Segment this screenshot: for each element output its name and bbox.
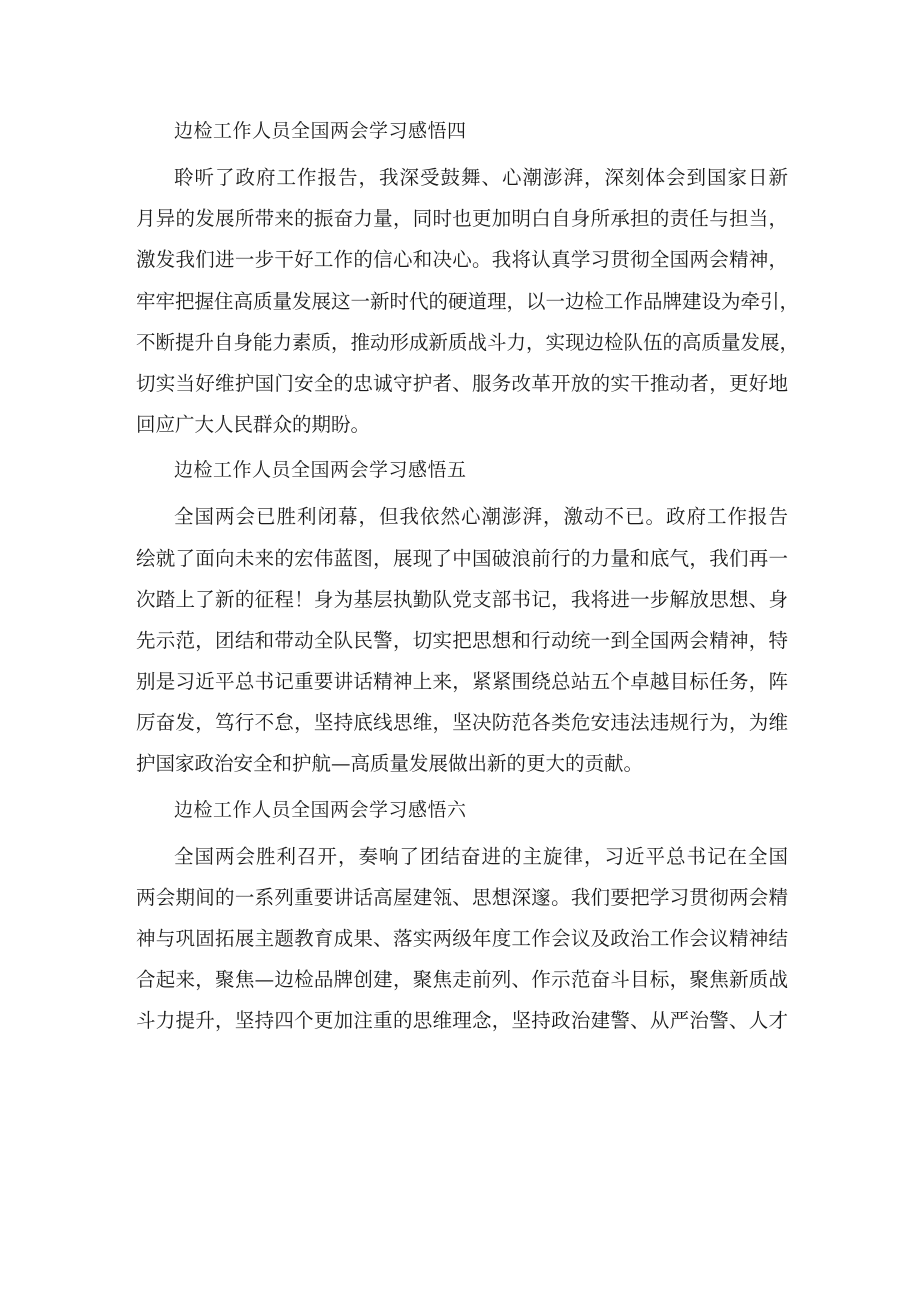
paragraph-line: 护国家政治安全和护航—高质量发展做出新的更大的贡献。 xyxy=(136,752,644,776)
paragraph-line: 激发我们进一步干好工作的信心和决心。我将认真学习贯彻全国两会精神， xyxy=(136,248,788,272)
section-paragraph-5 xyxy=(136,496,788,784)
paragraph-line: 别是习近平总书记重要讲话精神上来，紧紧围绕总站五个卓越目标任务，阵 xyxy=(136,670,788,694)
paragraph-line: 厉奋发，笃行不怠，坚持底线思维，坚决防范各类危安违法违规行为，为维 xyxy=(136,711,788,735)
paragraph-line: 两会期间的一系列重要讲话高屋建瓴、思想深邃。我们要把学习贯彻两会精 xyxy=(136,885,788,909)
section-paragraph-4 xyxy=(136,157,800,445)
section-heading-4: 边检工作人员全国两会学习感悟四 xyxy=(174,120,467,142)
paragraph-line: 回应广大人民群众的期盼。 xyxy=(136,413,371,437)
paragraph-line: 合起来，聚焦—边检品牌创建，聚焦走前列、作示范奋斗目标，聚焦新质战 xyxy=(136,968,788,992)
paragraph-line: 先示范，团结和带动全队民警，切实把思想和行动统一到全国两会精神，特 xyxy=(136,628,788,652)
paragraph-line: 绘就了面向未来的宏伟蓝图，展现了中国破浪前行的力量和底气，我们再一 xyxy=(136,546,788,570)
section-heading-5: 边检工作人员全国两会学习感悟五 xyxy=(174,459,467,482)
paragraph-line: 斗力提升，坚持四个更加注重的思维理念，坚持政治建警、从严治警、人才 xyxy=(136,1009,788,1033)
section-paragraph-6 xyxy=(136,836,788,1042)
paragraph-line: 牢牢把握住高质量发展这一新时代的硬道理，以一边检工作品牌建设为牵引， xyxy=(136,289,800,313)
paragraph-line: 全国两会已胜利闭幕，但我依然心潮澎湃，激动不已。政府工作报告 xyxy=(174,505,788,529)
document-body xyxy=(136,110,800,1046)
paragraph-line: 全国两会胜利召开，奏响了团结奋进的主旋律，习近平总书记在全国 xyxy=(174,844,788,868)
paragraph-line: 切实当好维护国门安全的忠诚守护者、服务改革开放的实干推动者，更好地 xyxy=(136,371,788,395)
paragraph-line: 聆听了政府工作报告，我深受鼓舞、心潮澎湃，深刻体会到国家日新 xyxy=(174,166,788,189)
paragraph-line: 神与巩固拓展主题教育成果、落实两级年度工作会议及政治工作会议精神结 xyxy=(136,927,788,950)
section-heading-6: 边检工作人员全国两会学习感悟六 xyxy=(174,798,467,821)
paragraph-line: 月异的发展所带来的振奋力量，同时也更加明白自身所承担的责任与担当， xyxy=(136,207,788,231)
paragraph-line: 次踏上了新的征程！身为基层执勤队党支部书记，我将进一步解放思想、身 xyxy=(136,587,788,611)
paragraph-line: 不断提升自身能力素质，推动形成新质战斗力，实现边检队伍的高质量发展， xyxy=(136,330,800,354)
